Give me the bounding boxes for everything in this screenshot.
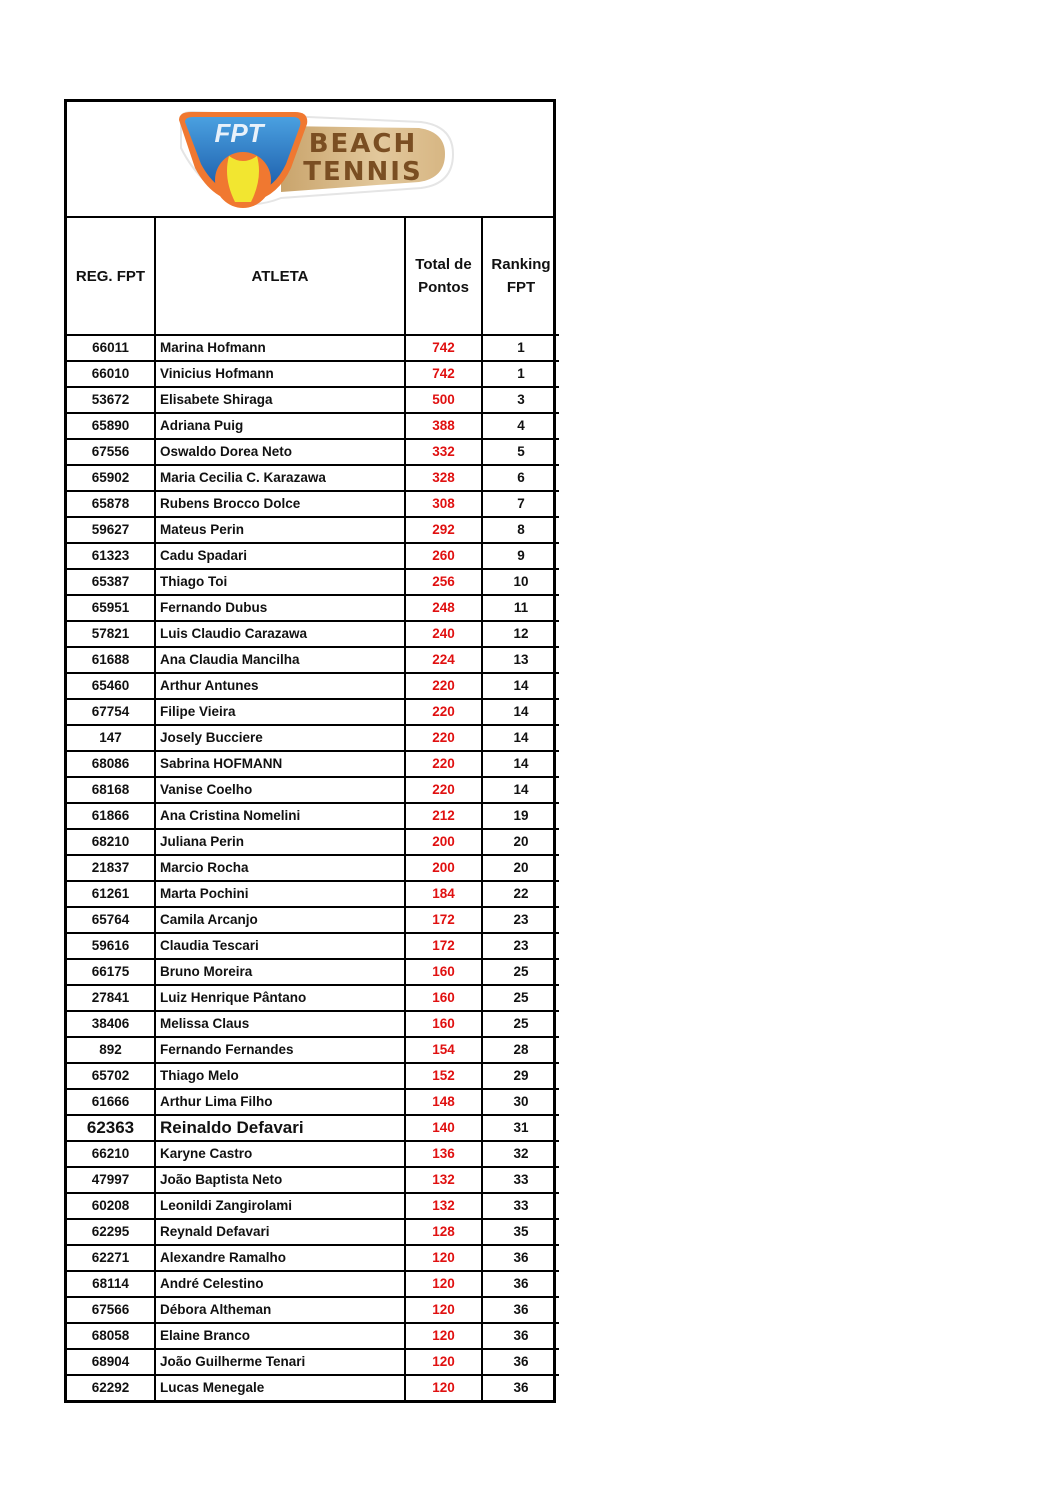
reg-cell: 60208	[67, 1193, 155, 1219]
table-row	[67, 959, 559, 985]
points-cell: 220	[405, 777, 482, 803]
points-cell: 388	[405, 413, 482, 439]
points-cell: 500	[405, 387, 482, 413]
points-cell: 120	[405, 1375, 482, 1400]
ranking-cell: 36	[482, 1297, 559, 1323]
points-cell: 256	[405, 569, 482, 595]
reg-cell: 47997	[67, 1167, 155, 1193]
table-row	[67, 1297, 559, 1323]
table-row	[67, 907, 559, 933]
points-cell: 332	[405, 439, 482, 465]
athlete-cell: Fernando Fernandes	[155, 1037, 405, 1063]
reg-cell: 67566	[67, 1297, 155, 1323]
header-athlete: ATLETA	[155, 218, 405, 335]
points-cell: 184	[405, 881, 482, 907]
points-cell: 154	[405, 1037, 482, 1063]
ranking-cell: 28	[482, 1037, 559, 1063]
athlete-cell: Camila Arcanjo	[155, 907, 405, 933]
reg-cell: 61866	[67, 803, 155, 829]
ranking-cell: 23	[482, 907, 559, 933]
table-row	[67, 1089, 559, 1115]
ranking-cell: 23	[482, 933, 559, 959]
athlete-cell: Leonildi Zangirolami	[155, 1193, 405, 1219]
reg-cell: 61688	[67, 647, 155, 673]
table-row	[67, 517, 559, 543]
table-row	[67, 1219, 559, 1245]
reg-cell: 66010	[67, 361, 155, 387]
table-row	[67, 1011, 559, 1037]
points-cell: 200	[405, 855, 482, 881]
ranking-cell: 14	[482, 777, 559, 803]
points-cell: 260	[405, 543, 482, 569]
reg-cell: 65902	[67, 465, 155, 491]
reg-cell: 65890	[67, 413, 155, 439]
reg-cell: 21837	[67, 855, 155, 881]
table-row	[67, 1349, 559, 1375]
points-cell: 140	[405, 1115, 482, 1141]
points-cell: 128	[405, 1219, 482, 1245]
ranking-cell: 14	[482, 673, 559, 699]
table-row	[67, 465, 559, 491]
reg-cell: 66011	[67, 335, 155, 361]
points-cell: 742	[405, 361, 482, 387]
ranking-cell: 3	[482, 387, 559, 413]
ranking-cell: 36	[482, 1349, 559, 1375]
athlete-cell: Josely Bucciere	[155, 725, 405, 751]
header-points: Total de Pontos	[405, 218, 482, 335]
reg-cell: 65764	[67, 907, 155, 933]
ranking-cell: 14	[482, 699, 559, 725]
reg-cell: 61323	[67, 543, 155, 569]
ranking-table	[67, 218, 559, 1400]
athlete-cell: Marcio Rocha	[155, 855, 405, 881]
reg-cell: 61261	[67, 881, 155, 907]
table-row	[67, 803, 559, 829]
ranking-cell: 35	[482, 1219, 559, 1245]
athlete-cell: Arthur Lima Filho	[155, 1089, 405, 1115]
table-row	[67, 1141, 559, 1167]
table-row	[67, 725, 559, 751]
logo-line2: TENNIS	[303, 157, 423, 187]
athlete-cell: Lucas Menegale	[155, 1375, 405, 1400]
table-row	[67, 751, 559, 777]
ranking-cell: 20	[482, 829, 559, 855]
table-row	[67, 777, 559, 803]
reg-cell: 66175	[67, 959, 155, 985]
ranking-cell: 36	[513, 1380, 529, 1395]
points-cell: 328	[405, 465, 482, 491]
points-cell: 240	[405, 621, 482, 647]
reg-cell: 62295	[67, 1219, 155, 1245]
ranking-cell: 36	[482, 1323, 559, 1349]
table-row	[67, 1115, 559, 1141]
table-row	[67, 413, 559, 439]
ranking-cell: 20	[482, 855, 559, 881]
ranking-cell: 1	[482, 361, 559, 387]
reg-cell: 66210	[67, 1141, 155, 1167]
athlete-cell: Reynald Defavari	[155, 1219, 405, 1245]
table-row	[67, 933, 559, 959]
points-cell: 160	[405, 959, 482, 985]
reg-cell: 65702	[67, 1063, 155, 1089]
ranking-cell: 33	[482, 1193, 559, 1219]
athlete-cell: Ana Claudia Mancilha	[155, 647, 405, 673]
fpt-beach-tennis-logo	[171, 108, 457, 208]
reg-cell: 38406	[67, 1011, 155, 1037]
ranking-cell: 31	[482, 1115, 559, 1141]
reg-cell: 27841	[67, 985, 155, 1011]
reg-cell: 67556	[67, 439, 155, 465]
points-cell: 292	[405, 517, 482, 543]
ranking-cell: 19	[482, 803, 559, 829]
ranking-cell: 25	[482, 1011, 559, 1037]
table-row	[67, 647, 559, 673]
points-cell: 120	[405, 1323, 482, 1349]
athlete-cell: Oswaldo Dorea Neto	[155, 439, 405, 465]
reg-cell: 68086	[67, 751, 155, 777]
ranking-cell: 12	[482, 621, 559, 647]
points-cell: 120	[405, 1349, 482, 1375]
points-cell: 152	[405, 1063, 482, 1089]
reg-cell: 53672	[67, 387, 155, 413]
table-row	[67, 439, 559, 465]
points-cell: 160	[405, 985, 482, 1011]
athlete-cell: Bruno Moreira	[155, 959, 405, 985]
points-cell: 248	[405, 595, 482, 621]
athlete-cell: Débora Altheman	[155, 1297, 405, 1323]
header-reg: REG. FPT	[67, 218, 155, 335]
table-row	[67, 985, 559, 1011]
table-row	[67, 1375, 559, 1400]
points-cell: 132	[405, 1193, 482, 1219]
athlete-cell: Elaine Branco	[155, 1323, 405, 1349]
points-cell: 212	[405, 803, 482, 829]
reg-cell: 68210	[67, 829, 155, 855]
points-cell: 120	[405, 1271, 482, 1297]
points-cell: 220	[405, 673, 482, 699]
reg-cell: 59627	[67, 517, 155, 543]
reg-cell: 65460	[67, 673, 155, 699]
table-row	[67, 361, 559, 387]
athlete-cell: Reinaldo Defavari	[155, 1115, 405, 1141]
athlete-cell: Thiago Melo	[155, 1063, 405, 1089]
points-cell: 160	[405, 1011, 482, 1037]
table-row	[67, 1271, 559, 1297]
points-cell: 172	[405, 933, 482, 959]
table-row	[67, 1063, 559, 1089]
points-cell: 200	[405, 829, 482, 855]
points-cell: 120	[405, 1245, 482, 1271]
reg-cell: 65387	[67, 569, 155, 595]
athlete-cell: Juliana Perin	[155, 829, 405, 855]
athlete-cell: Marina Hofmann	[155, 335, 405, 361]
athlete-cell: Cadu Spadari	[155, 543, 405, 569]
reg-cell: 62363	[67, 1115, 155, 1141]
athlete-cell: Adriana Puig	[155, 413, 405, 439]
reg-cell: 59616	[67, 933, 155, 959]
ranking-cell: 22	[482, 881, 559, 907]
points-cell: 132	[405, 1167, 482, 1193]
reg-cell: 65951	[67, 595, 155, 621]
table-row	[67, 621, 559, 647]
points-cell: 148	[405, 1089, 482, 1115]
logo-badge-text: FPT	[214, 118, 264, 148]
athlete-cell: João Baptista Neto	[155, 1167, 405, 1193]
athlete-cell: Alexandre Ramalho	[155, 1245, 405, 1271]
table-row	[67, 569, 559, 595]
ranking-cell: 13	[482, 647, 559, 673]
reg-cell: 892	[67, 1037, 155, 1063]
table-row	[67, 335, 559, 361]
table-row	[67, 699, 559, 725]
ranking-cell: 33	[482, 1167, 559, 1193]
ranking-cell: 25	[482, 959, 559, 985]
table-row	[67, 1323, 559, 1349]
athlete-cell: Filipe Vieira	[155, 699, 405, 725]
ranking-cell: 32	[482, 1141, 559, 1167]
ranking-cell: 11	[482, 595, 559, 621]
reg-cell: 62292	[67, 1375, 155, 1400]
athlete-cell: Vanise Coelho	[155, 777, 405, 803]
reg-cell: 67754	[67, 699, 155, 725]
logo-line1: BEACH	[308, 129, 418, 159]
header-ranking: Ranking FPT	[482, 218, 559, 335]
table-row	[67, 543, 559, 569]
reg-cell: 68904	[67, 1349, 155, 1375]
reg-cell: 68168	[67, 777, 155, 803]
athlete-cell: Rubens Brocco Dolce	[155, 491, 405, 517]
table-row	[67, 1037, 559, 1063]
athlete-cell: Thiago Toi	[155, 569, 405, 595]
reg-cell: 68058	[67, 1323, 155, 1349]
ranking-cell: 30	[482, 1089, 559, 1115]
ranking-rows	[67, 335, 559, 1400]
points-cell: 224	[405, 647, 482, 673]
table-row	[67, 673, 559, 699]
table-row	[67, 595, 559, 621]
athlete-cell: Arthur Antunes	[155, 673, 405, 699]
ranking-cell: 8	[482, 517, 559, 543]
points-cell: 308	[405, 491, 482, 517]
table-row	[67, 855, 559, 881]
points-cell: 172	[405, 907, 482, 933]
header-row	[67, 218, 559, 335]
reg-cell: 61666	[67, 1089, 155, 1115]
athlete-cell: Claudia Tescari	[155, 933, 405, 959]
athlete-cell: Fernando Dubus	[155, 595, 405, 621]
table-row	[67, 1245, 559, 1271]
reg-cell: 68114	[67, 1271, 155, 1297]
athlete-cell: Sabrina HOFMANN	[155, 751, 405, 777]
ranking-sheet	[64, 99, 556, 1403]
athlete-cell: Luis Claudio Carazawa	[155, 621, 405, 647]
ranking-cell: 36	[482, 1245, 559, 1271]
athlete-cell: Melissa Claus	[155, 1011, 405, 1037]
ranking-cell: 9	[482, 543, 559, 569]
ranking-cell: 14	[482, 725, 559, 751]
athlete-cell: Maria Cecilia C. Karazawa	[155, 465, 405, 491]
ranking-cell: 1	[482, 335, 559, 361]
points-cell: 742	[405, 335, 482, 361]
athlete-cell: Vinicius Hofmann	[155, 361, 405, 387]
athlete-cell: João Guilherme Tenari	[155, 1349, 405, 1375]
athlete-cell: Ana Cristina Nomelini	[155, 803, 405, 829]
logo-cell	[67, 102, 553, 218]
points-cell: 220	[405, 725, 482, 751]
table-row	[67, 829, 559, 855]
points-cell: 136	[405, 1141, 482, 1167]
ranking-cell: 36	[482, 1271, 559, 1297]
ranking-cell: 4	[482, 413, 559, 439]
athlete-cell: Elisabete Shiraga	[155, 387, 405, 413]
table-row	[67, 1167, 559, 1193]
athlete-cell: Luiz Henrique Pântano	[155, 985, 405, 1011]
reg-cell: 62271	[67, 1245, 155, 1271]
table-row	[67, 387, 559, 413]
reg-cell: 65878	[67, 491, 155, 517]
ranking-cell: 10	[482, 569, 559, 595]
ranking-cell: 7	[482, 491, 559, 517]
ranking-cell: 29	[482, 1063, 559, 1089]
table-row	[67, 881, 559, 907]
ranking-cell: 25	[482, 985, 559, 1011]
points-cell: 120	[405, 1297, 482, 1323]
athlete-cell: André Celestino	[155, 1271, 405, 1297]
points-cell: 220	[405, 751, 482, 777]
athlete-cell: Marta Pochini	[155, 881, 405, 907]
ranking-cell: 14	[482, 751, 559, 777]
table-row	[67, 1193, 559, 1219]
table-row	[67, 491, 559, 517]
reg-cell: 57821	[67, 621, 155, 647]
points-cell: 220	[405, 699, 482, 725]
athlete-cell: Karyne Castro	[155, 1141, 405, 1167]
reg-cell: 147	[67, 725, 155, 751]
ranking-cell: 6	[482, 465, 559, 491]
ranking-cell: 5	[482, 439, 559, 465]
athlete-cell: Mateus Perin	[155, 517, 405, 543]
